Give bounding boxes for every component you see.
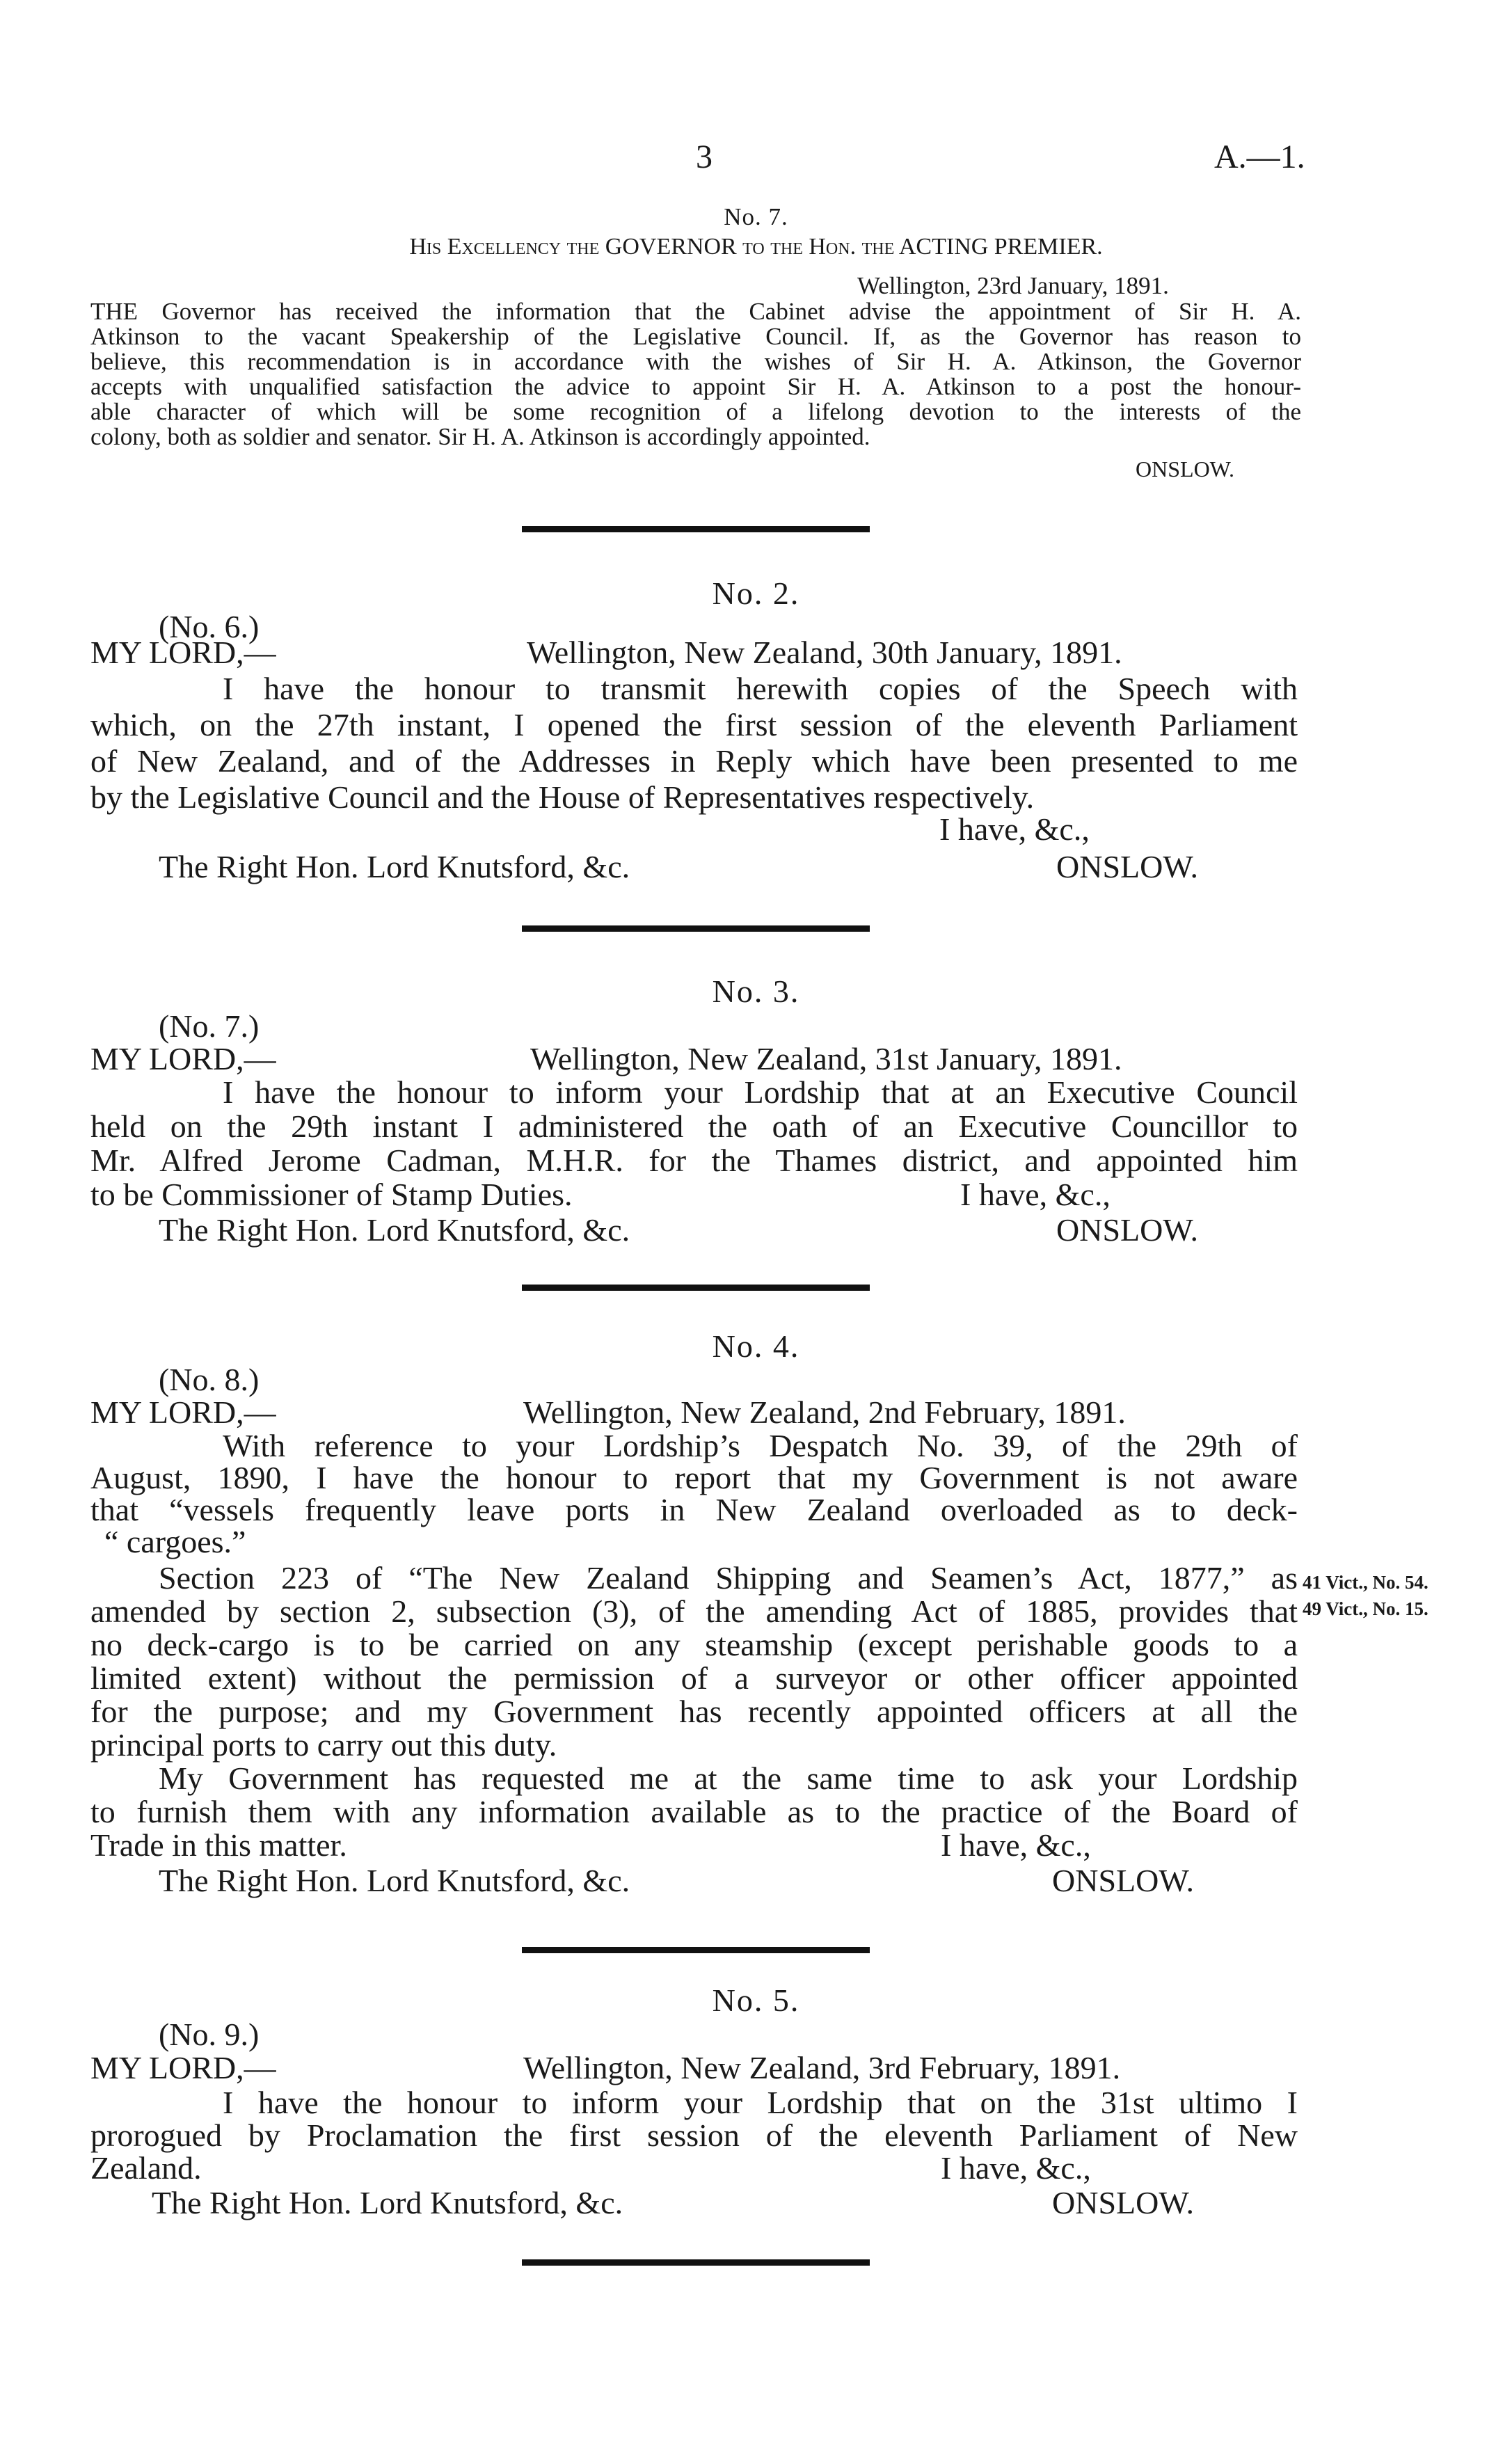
salutation: MY LORD,— (90, 635, 276, 670)
body-line: Section 223 of “The New Zealand Shipping and Seamen’s Act, 1877,” as (159, 1560, 1298, 1596)
body-line: With reference to your Lordship’s Despatch No. 39, of the 29th of (223, 1428, 1298, 1463)
body-line: colony, both as soldier and senator. Sir H. A. Atkinson is accordingly appointed. (90, 423, 870, 450)
body-line: able character of which will be some recognition of a lifelong devotion to the interests of the (90, 398, 1301, 425)
despatch-reference: (No. 8.) (159, 1362, 260, 1397)
body-line: Trade in this matter. (90, 1827, 347, 1863)
salutation: MY LORD,— (90, 2050, 276, 2085)
body-line: limited extent) without the permission of a surveyor or other officer appointed (90, 1660, 1298, 1696)
addressee: The Right Hon. Lord Knutsford, &c. (159, 1863, 630, 1898)
letter-number: No. 5. (712, 1982, 800, 2018)
margin-note: 49 Vict., No. 15. (1303, 1598, 1429, 1619)
signature: ONSLOW. (1056, 1212, 1199, 1248)
body-line: August, 1890, I have the honour to report that my Government is not aware (90, 1460, 1298, 1495)
body-line: prorogued by Proclamation the first session of the eleventh Parliament of New (90, 2117, 1298, 2153)
body-line: to be Commissioner of Stamp Duties. (90, 1177, 573, 1212)
body-line: I have the honour to transmit herewith copies of the Speech with (223, 671, 1298, 706)
body-line: believe, this recommendation is in accordance with the wishes of Sir H. A. Atkinson, the Governor (90, 348, 1301, 375)
body-line: no deck-cargo is to be carried on any steamship (except perishable goods to a (90, 1627, 1298, 1662)
body-line: THE Governor has received the information that the Cabinet advise the appointment of Sir H. A. (90, 298, 1301, 325)
body-line: to furnish them with any information available as to the practice of the Board of (90, 1794, 1298, 1829)
body-line: “ cargoes.” (104, 1524, 246, 1559)
body-line: amended by section 2, subsection (3), of the amending Act of 1885, provides that (90, 1593, 1298, 1629)
letter-number: No. 4. (712, 1328, 800, 1364)
body-line: of New Zealand, and of the Addresses in Reply which have been presented to me (90, 743, 1298, 779)
body-line: by the Legislative Council and the House of Representatives respectively. (90, 779, 1035, 815)
section-divider (522, 925, 870, 932)
place-date: Wellington, New Zealand, 31st January, 1891. (530, 1041, 1122, 1076)
signature: ONSLOW. (1052, 1863, 1195, 1898)
margin-note: 41 Vict., No. 54. (1303, 1572, 1429, 1593)
body-line: principal ports to carry out this duty. (90, 1727, 557, 1763)
letter-heading: His Excellency the GOVERNOR to the Hon. the ACTING PREMIER. (409, 234, 1103, 260)
place-date: Wellington, New Zealand, 30th January, 1891. (527, 635, 1122, 670)
body-line: I have the honour to inform your Lordship that on the 31st ultimo I (223, 2085, 1298, 2120)
body-line: held on the 29th instant I administered the oath of an Executive Councillor to (90, 1108, 1298, 1144)
addressee: The Right Hon. Lord Knutsford, &c. (159, 1212, 630, 1248)
despatch-reference: (No. 6.) (159, 609, 260, 644)
closing: I have, &c., (960, 1177, 1111, 1212)
section-divider (522, 2259, 870, 2266)
salutation: MY LORD,— (90, 1041, 276, 1076)
salutation: MY LORD,— (90, 1394, 276, 1430)
signature: ONSLOW. (1136, 456, 1234, 482)
section-divider (522, 526, 870, 532)
place-date: Wellington, 23rd January, 1891. (857, 272, 1169, 299)
addressee: The Right Hon. Lord Knutsford, &c. (152, 2185, 623, 2220)
despatch-reference: (No. 7.) (159, 1008, 260, 1044)
body-line: for the purpose; and my Government has recently appointed officers at all the (90, 1694, 1298, 1729)
letter-number: No. 7. (724, 203, 788, 230)
letter-number: No. 3. (712, 973, 800, 1009)
body-line: I have the honour to inform your Lordship that at an Executive Council (223, 1074, 1298, 1110)
letter-number: No. 2. (712, 575, 800, 611)
despatch-reference: (No. 9.) (159, 2017, 260, 2052)
signature: ONSLOW. (1056, 849, 1199, 884)
closing: I have, &c., (941, 1827, 1091, 1863)
closing: I have, &c., (941, 2150, 1091, 2186)
addressee: The Right Hon. Lord Knutsford, &c. (159, 849, 630, 884)
place-date: Wellington, New Zealand, 3rd February, 1891. (523, 2050, 1121, 2085)
place-date: Wellington, New Zealand, 2nd February, 1891. (523, 1394, 1126, 1430)
body-line: accepts with unqualified satisfaction the advice to appoint Sir H. A. Atkinson to a post the honour- (90, 373, 1301, 400)
signature: ONSLOW. (1052, 2185, 1195, 2220)
body-line: Mr. Alfred Jerome Cadman, M.H.R. for the Thames district, and appointed him (90, 1143, 1298, 1178)
section-divider (522, 1285, 870, 1291)
body-line: Zealand. (90, 2150, 202, 2186)
body-line: Atkinson to the vacant Speakership of the Legislative Council. If, as the Governor has reason to (90, 323, 1301, 350)
section-divider (522, 1947, 870, 1953)
body-line: My Government has requested me at the same time to ask your Lordship (159, 1760, 1298, 1796)
page-number: 3 (696, 138, 713, 175)
body-line: that “vessels frequently leave ports in New Zealand overloaded as to deck- (90, 1492, 1298, 1527)
closing: I have, &c., (939, 811, 1090, 847)
document-reference: A.—1. (1214, 138, 1305, 175)
body-line: which, on the 27th instant, I opened the first session of the eleventh Parliament (90, 707, 1298, 742)
